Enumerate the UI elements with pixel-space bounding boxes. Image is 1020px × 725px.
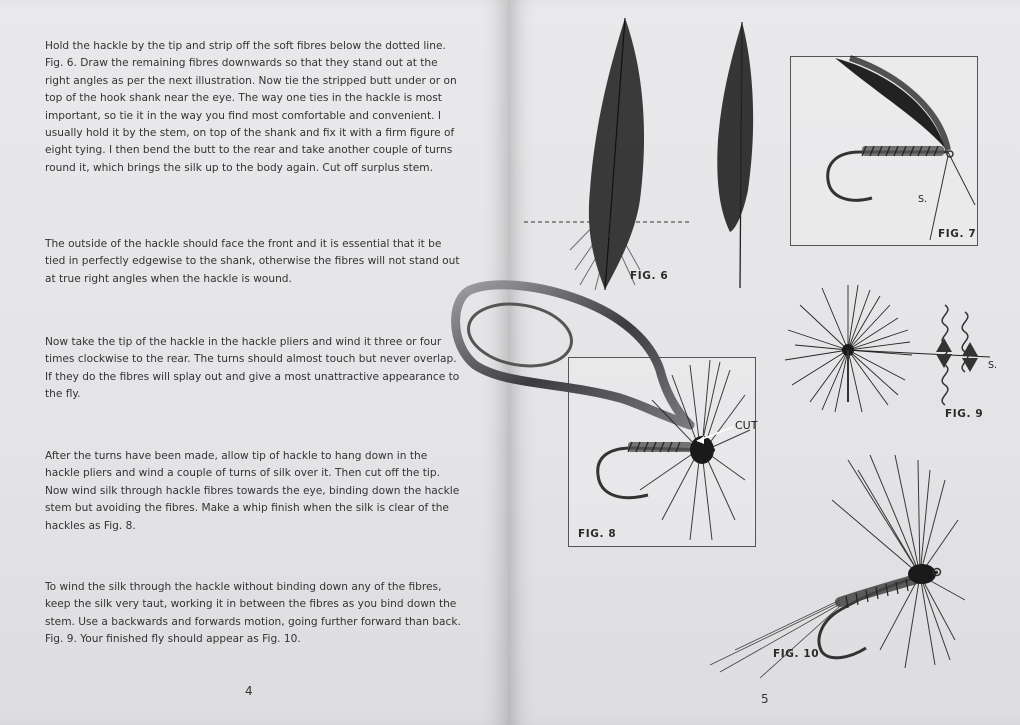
fig6-label: FIG. 6 — [630, 270, 669, 282]
cut-label: CUT — [735, 419, 758, 432]
fig6-feather-left — [570, 18, 644, 290]
fig8-hook — [598, 360, 750, 540]
paragraph-hackle-wind: Now take the tip of the hackle in the hackle pliers and wind it three or four times clockwise to the rear. The turns should almost touch but never overlap. If they do the fibres will splay out and give a most unattractive appearance to the fly. — [45, 336, 460, 401]
fig6-feather-right — [717, 22, 753, 288]
fig10-label: FIG. 10 — [773, 648, 820, 660]
paragraph-silk-through-hackle: To wind the silk through the hackle without binding down any of the fibres, keep the silk very taut, working it in between the fibres as you bind down the stem. Use a backwards and forwards motion, going further forward than back. Fig. 9. Your finished fly should appear as Fig. 10. — [45, 581, 461, 646]
fig7-s-label: S. — [918, 194, 928, 205]
fig10-fly — [710, 455, 965, 678]
fig9-label: FIG. 9 — [945, 408, 984, 420]
fig7-label: FIG. 7 — [938, 228, 977, 240]
page-number-right: 5 — [761, 692, 769, 706]
fig9-s-label: S. — [988, 360, 998, 371]
fig7-hook — [828, 58, 975, 240]
paragraph-hackle-strip: Hold the hackle by the tip and strip off the soft fibres below the dotted line. Fig. 6. Draw the remaining fibres downwards so that they stand out at the right angles as per the next illustration. Now tie the stripped butt under or on top of the hook shank near the eye. The way one ties in the hackle is most important, so tie it in the way you find most comfortable and convenient. I usually hold it by the stem, on top of the shank and fix it with a firm figure of eight tying. I then bend the butt to the rear and take another couple of turns round it, which brings the silk up to the body again. Cut off surplus stem. — [45, 40, 457, 174]
paragraph-hackle-edgewise: The outside of the hackle should face the front and it is essential that it be tied in perfectly edgewise to the shank, otherwise the fibres will not stand out at true right angles when the hackle is wound. — [45, 238, 460, 285]
paragraph-whip-finish: After the turns have been made, allow tip of hackle to hang down in the hackle pliers and wind a couple of turns of silk over it. Then cut off the tip. Now wind silk through hackle fibres towards the eye, binding down the hackle stem but avoiding the fibres. Make a whip finish when the silk is clear of the hackles as Fig. 8. — [45, 450, 460, 532]
page-number-left: 4 — [245, 684, 253, 698]
fig8-label: FIG. 8 — [578, 528, 617, 540]
hackle-pliers — [456, 285, 690, 425]
